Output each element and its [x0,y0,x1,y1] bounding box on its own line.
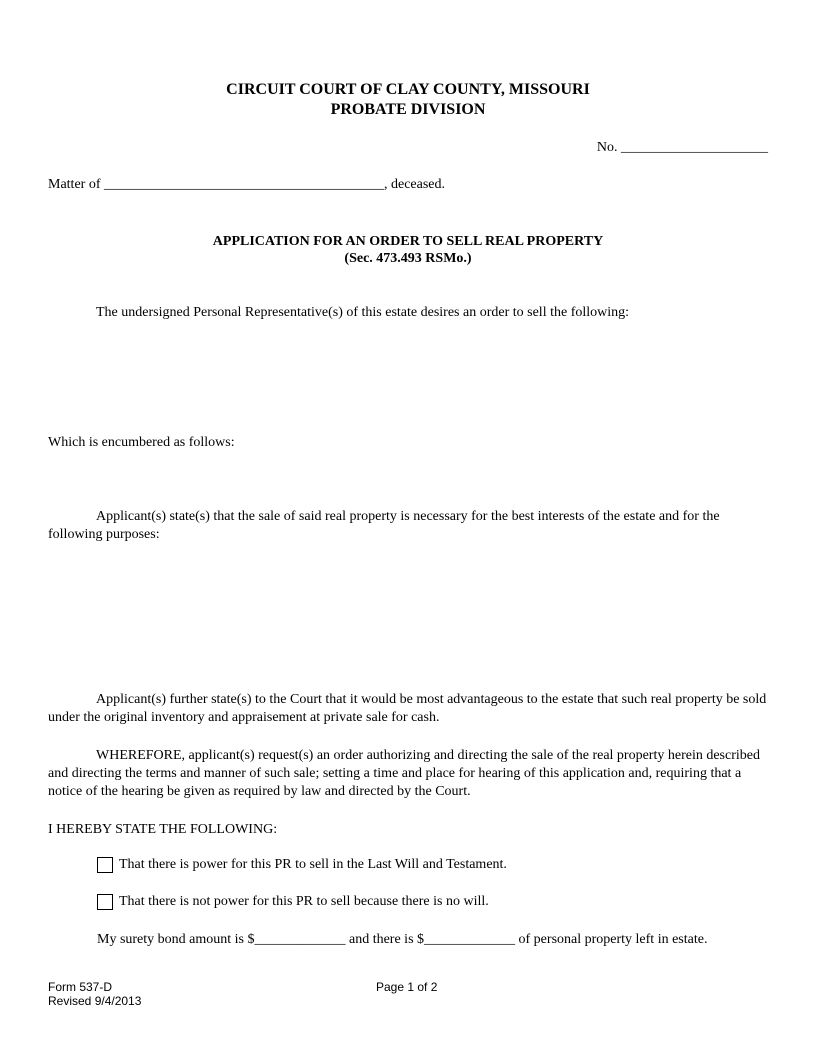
form-title-main: APPLICATION FOR AN ORDER TO SELL REAL PROPERTY [212,234,604,249]
wherefore-paragraph: WHEREFORE, applicant(s) request(s) an order authorizing and directing the sale of the real property herein described and directing the terms and manner of such sale; setting a time and place for hearing of this application and, requiring that a notice of the hearing be given as required by law and directed by the Court. [48,748,760,799]
matter-of-field[interactable]: Matter of ________________________________________, deceased. [48,177,445,192]
court-name: CIRCUIT COURT OF CLAY COUNTY, MISSOURI [226,81,590,98]
division-name: PROBATE DIVISION [330,101,486,118]
form-title [0,233,816,267]
property-description-paragraph: The undersigned Personal Representative(s) of this estate desires an order to sell the following: [96,305,630,320]
encumbrance-paragraph: Which is encumbered as follows: [48,435,235,450]
form-info [48,980,141,1008]
power-to-sell-will-option [97,857,507,873]
purposes-paragraph: Applicant(s) state(s) that the sale of said real property is necessary for the best interests of the estate and for the following purposes: [48,509,720,542]
no-power-to-sell-option [97,894,489,910]
form-number: Form 537-D [48,980,113,994]
court-heading [0,80,816,120]
form-title-statute: (Sec. 473.493 RSMo.) [344,251,472,266]
power-to-sell-will-checkbox[interactable] [97,857,113,873]
power-to-sell-will-label: That there is power for this PR to sell in the Last Will and Testament. [119,857,507,872]
advantageous-paragraph: Applicant(s) further state(s) to the Court that it would be most advantageous to the estate that such real property be sold under the original inventory and appraisement at private sale for cash. [48,692,767,725]
surety-bond-paragraph[interactable]: My surety bond amount is $_____________ and there is $_____________ of personal property left in estate. [97,932,708,947]
case-number-field[interactable]: No. _____________________ [596,140,768,155]
hereby-state-heading: I HEREBY STATE THE FOLLOWING: [48,822,278,837]
revision-date: Revised 9/4/2013 [48,994,142,1008]
no-power-to-sell-checkbox[interactable] [97,894,113,910]
no-power-to-sell-label: That there is not power for this PR to sell because there is no will. [119,894,489,909]
page-number: Page 1 of 2 [376,980,438,994]
